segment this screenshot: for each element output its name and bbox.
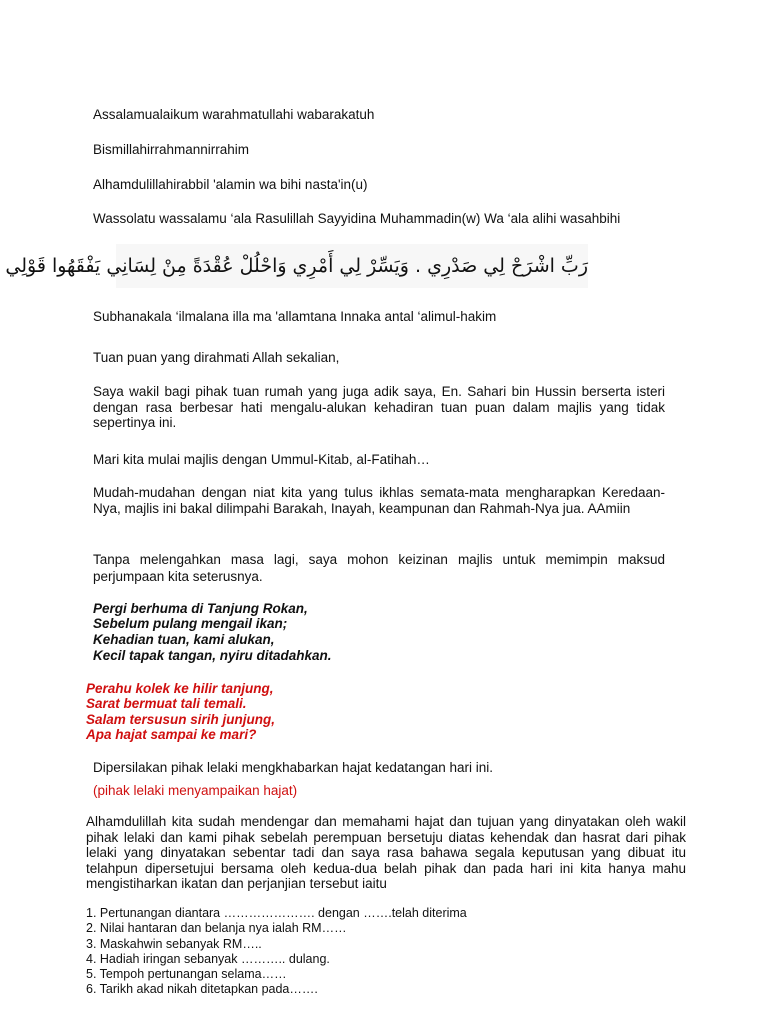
address-line: Tuan puan yang dirahmati Allah sekalian, xyxy=(93,350,340,365)
pantun1-line-3: Kehadian tuan, kami alukan, xyxy=(93,632,275,647)
pantun1-line-1: Pergi berhuma di Tanjung Rokan, xyxy=(93,601,308,616)
pantun1-line-2: Sebelum pulang mengail ikan; xyxy=(93,616,288,631)
pantun1-line-4: Kecil tapak tangan, nyiru ditadahkan. xyxy=(93,648,332,663)
list-item: 2. Nilai hantaran dan belanja nya ialah RM…… xyxy=(86,921,347,936)
list-item: 1. Pertunangan diantara …………………. dengan …….telah diterima xyxy=(86,906,467,920)
greeting-line: Assalamualaikum warahmatullahi wabarakatuh xyxy=(93,107,375,122)
agreement-list xyxy=(86,906,467,998)
stage-note: (pihak lelaki menyampaikan hajat) xyxy=(93,783,298,798)
doa-paragraph: Mudah-mudahan dengan niat kita yang tulus ikhlas semata-mata mengharapkan Keredaan-Nya, majlis ini bakal dilimpahi Barakah, Inayah, keampunan dan Rahmah-Nya jua. AAmiin xyxy=(93,485,665,516)
list-item: 4. Hadiah iringan sebanyak ……….. dulang. xyxy=(86,951,330,966)
permission-paragraph: Tanpa melengahkan masa lagi, saya mohon keizinan majlis untuk memimpin maksud perjumpaan kita seterusnya. xyxy=(93,552,665,584)
basmalah-line: Bismillahirrahmannirrahim xyxy=(93,142,250,157)
fatihah-line: Mari kita mulai majlis dengan Ummul-Kitab, al-Fatihah… xyxy=(93,452,430,467)
salawat-line: Wassolatu wassalamu ‘ala Rasulillah Sayyidina Muhammadin(w) Wa ‘ala alihi wasahbihi xyxy=(93,211,621,226)
pantun2-line-1: Perahu kolek ke hilir tanjung, xyxy=(86,681,274,696)
list-item: 3. Maskahwin sebanyak RM….. xyxy=(86,936,262,951)
pantun2-line-2: Sarat bermuat tali temali. xyxy=(86,696,247,711)
intro-paragraph: Saya wakil bagi pihak tuan rumah yang juga adik saya, En. Sahari bin Hussin berserta isteri dengan rasa berbesar hati mengalu-alukan kehadiran tuan puan dalam majlis yang tidak sepertinya ini. xyxy=(93,384,665,430)
subhanaka-line: Subhanakala ‘ilmalana illa ma 'allamtana Innaka antal ‘alimul-hakim xyxy=(93,309,497,324)
hamdalah-line: Alhamdulillahirabbil 'alamin wa bihi nasta'in(u) xyxy=(93,177,368,192)
list-item: 5. Tempoh pertunangan selama…… xyxy=(86,967,287,982)
response-paragraph: Alhamdulillah kita sudah mendengar dan memahami hajat dan tujuan yang dinyatakan oleh wakil pihak lelaki dan kami pihak sebelah perempuan bersetuju diatas kehendak dan hasrat dari pihak lelaki yang dinyatakan sebentar tadi dan saya rasa bahawa segala keputusan yang dibuat itu telahpun dipersetujui bersama oleh kedua-dua belah pihak dan pada hari ini kita hanya mahu mengistiharkan ikatan dan perjanjian tersebut iaitu xyxy=(86,814,686,891)
pantun2-line-4: Apa hajat sampai ke mari? xyxy=(86,727,257,742)
pantun2-line-3: Salam tersusun sirih junjung, xyxy=(86,712,276,727)
arabic-verse-image: رَبِّ اشْرَحْ لِي صَدْرِي . وَيَسِّرْ لِي أَمْرِي وَاحْلُلْ عُقْدَةً مِنْ لِسَانِي يَفْقَهُوا قَوْلِي xyxy=(116,244,588,288)
invite-line: Dipersilakan pihak lelaki mengkhabarkan hajat kedatangan hari ini. xyxy=(93,760,493,775)
list-item: 6. Tarikh akad nikah ditetapkan pada……. xyxy=(86,982,318,997)
